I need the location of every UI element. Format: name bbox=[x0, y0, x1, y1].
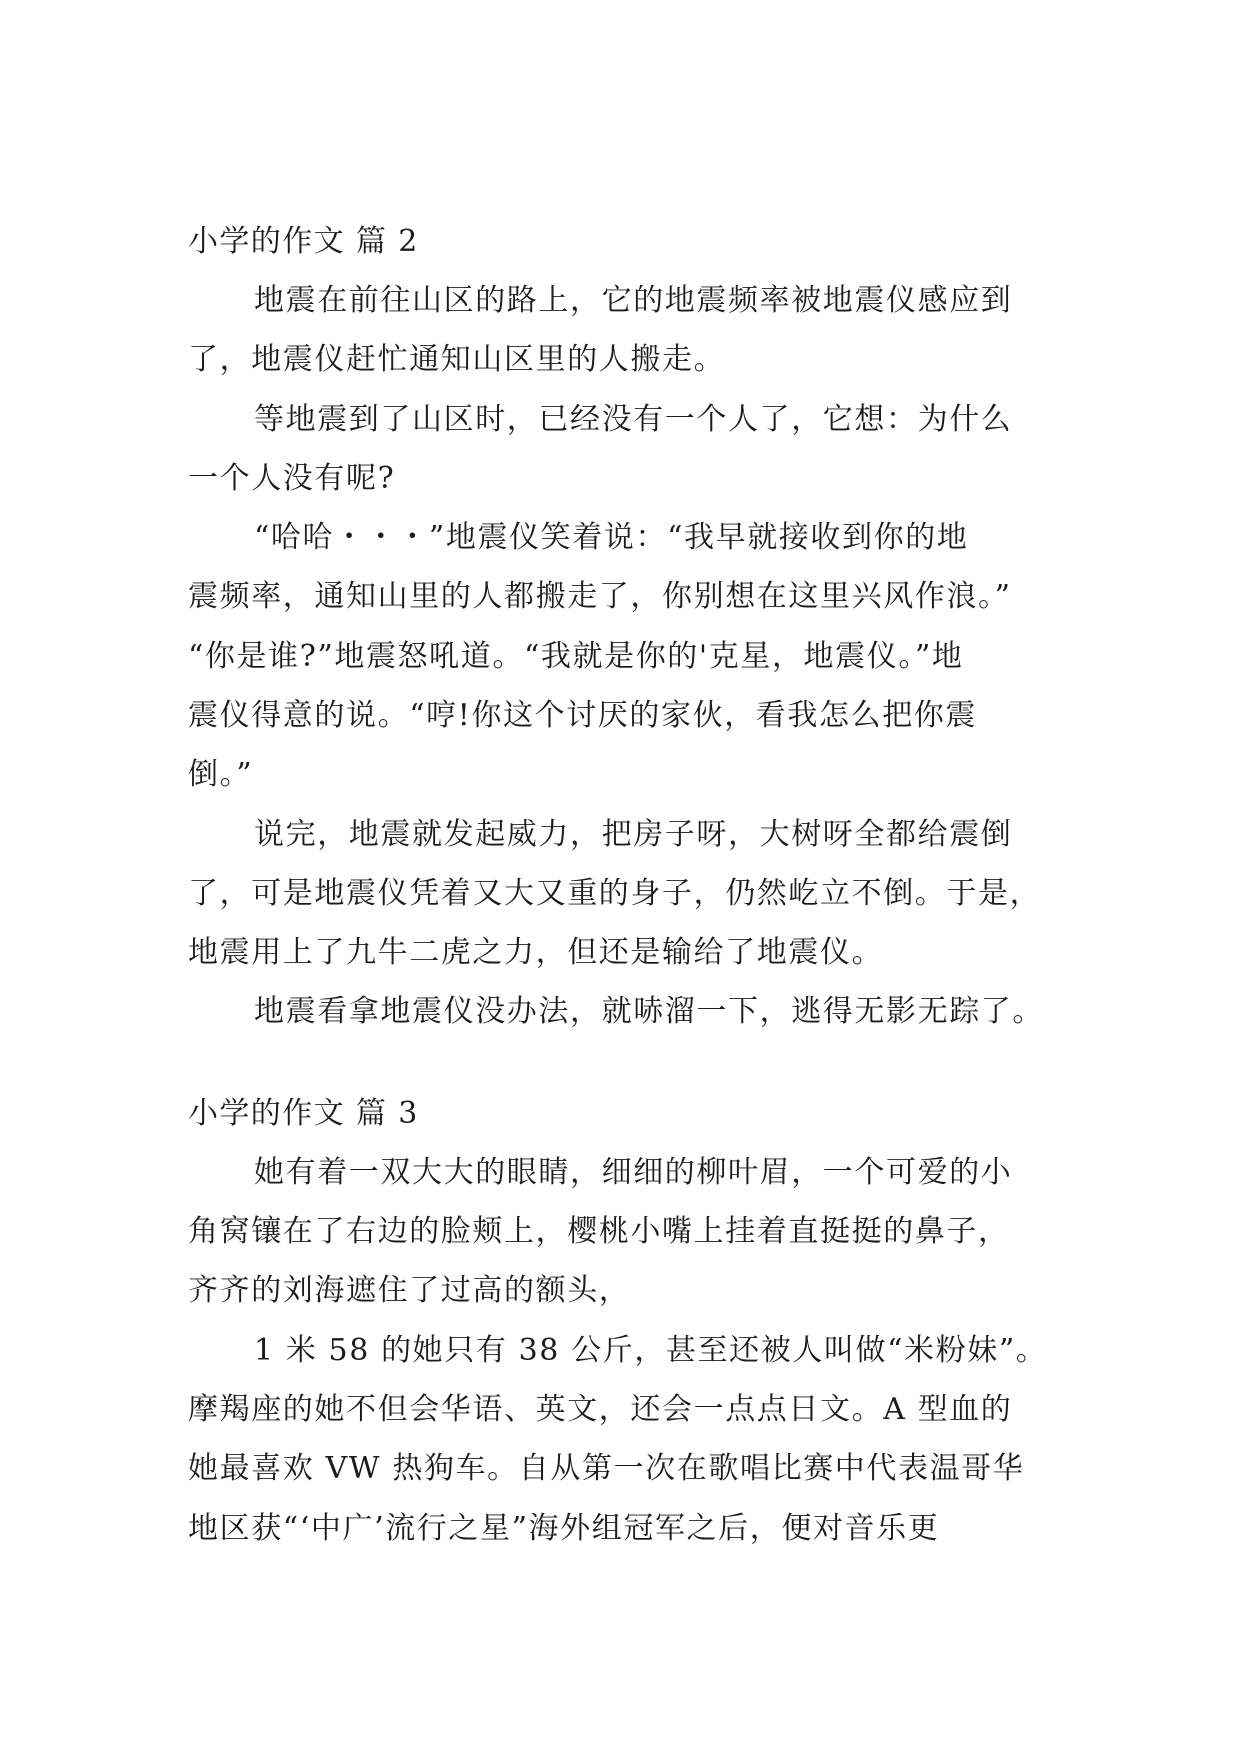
paragraph-line: 等地震到了山区时，已经没有一个人了，它想：为什么 bbox=[254, 402, 1013, 437]
paragraph-line: 了，可是地震仪凭着又大又重的身子，仍然屹立不倒。于是， bbox=[188, 876, 1042, 911]
paragraph-line: 角窝镶在了右边的脸颊上，樱桃小嘴上挂着直挺挺的鼻子， bbox=[188, 1214, 1010, 1249]
paragraph-line: 地震用上了九牛二虎之力，但还是输给了地震仪。 bbox=[188, 935, 884, 970]
paragraph-line: 震频率，通知山里的人都搬走了，你别想在这里兴风作浪。” bbox=[188, 579, 1012, 614]
paragraph-line: 了，地震仪赶忙通知山区里的人搬走。 bbox=[188, 342, 726, 377]
paragraph-line: 摩羯座的她不但会华语、英文，还会一点点日文。A 型血的 bbox=[188, 1392, 1013, 1427]
paragraph-line: 她最喜欢 VW 热狗车。自从第一次在歌唱比赛中代表温哥华 bbox=[188, 1451, 1025, 1486]
paragraph-line: 一个人没有呢? bbox=[188, 461, 396, 496]
paragraph-line: 地震看拿地震仪没办法，就哧溜一下，逃得无影无踪了。 bbox=[254, 994, 1044, 1029]
paragraph-line: 震仪得意的说。“哼!你这个讨厌的家伙，看我怎么把你震 bbox=[188, 698, 977, 733]
paragraph-line: 地区获“‘中广’流行之星”海外组冠军之后，便对音乐更 bbox=[188, 1511, 940, 1546]
section-heading: 小学的作文 篇 2 bbox=[188, 224, 419, 259]
paragraph-line: 1 米 58 的她只有 38 公斤，甚至还被人叫做“米粉妹”。 bbox=[254, 1333, 1048, 1368]
paragraph-line: 倒。” bbox=[188, 757, 254, 792]
section-heading: 小学的作文 篇 3 bbox=[188, 1096, 419, 1131]
paragraph-line: 地震在前往山区的路上，它的地震频率被地震仪感应到 bbox=[254, 283, 1013, 318]
paragraph-line: 说完，地震就发起威力，把房子呀，大树呀全都给震倒 bbox=[254, 817, 1013, 852]
paragraph-line: “你是谁?”地震怒吼道。“我就是你的'克星，地震仪。”地 bbox=[188, 639, 964, 674]
paragraph-line: 齐齐的刘海遮住了过高的额头， bbox=[188, 1273, 631, 1308]
paragraph-line: 她有着一双大大的眼睛，细细的柳叶眉，一个可爱的小 bbox=[254, 1155, 1013, 1190]
paragraph-line: “哈哈・・・”地震仪笑着说：“我早就接收到你的地 bbox=[254, 520, 969, 555]
